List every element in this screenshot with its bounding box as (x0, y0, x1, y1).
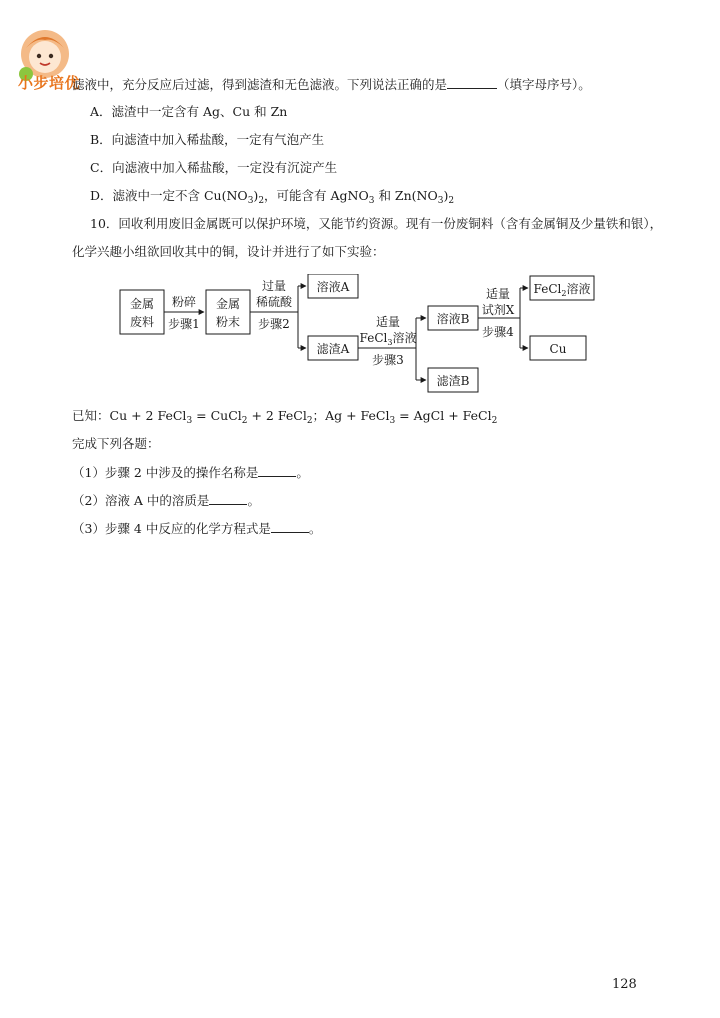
subquestion-2: （2）溶液 A 中的溶质是 。 (72, 493, 260, 508)
box-residue-a-label: 滤渣A (316, 342, 350, 356)
box-scrap-label-2: 废料 (129, 315, 155, 329)
step4-reagent-1: 适量 (485, 287, 511, 301)
step3-label: 步骤3 (372, 353, 404, 367)
answer-blank-3[interactable] (271, 520, 309, 533)
experiment-flow-diagram (118, 274, 598, 394)
box-powder-label-2: 粉末 (215, 315, 241, 329)
option-c: C．向滤液中加入稀盐酸，一定没有沉淀产生 (90, 160, 338, 175)
logo-text: 小步培优 (18, 74, 81, 92)
step2-reagent-2: 稀硫酸 (255, 295, 293, 309)
instructions: 完成下列各题： (72, 436, 160, 451)
step4-label: 步骤4 (482, 325, 514, 339)
step1-reagent: 粉碎 (171, 295, 197, 309)
subquestion-3: （3）步骤 4 中反应的化学方程式是 。 (72, 521, 322, 536)
page-number: 128 (612, 977, 637, 992)
box-powder-label-1: 金属 (215, 297, 241, 311)
option-b: B．向滤渣中加入稀盐酸，一定有气泡产生 (90, 132, 325, 147)
question9-stem: 滤液中，充分反应后过滤，得到滤渣和无色滤液。下列说法正确的是 （填字母序号）。 (72, 77, 591, 92)
subquestion-1: （1）步骤 2 中涉及的操作名称是 。 (72, 465, 309, 480)
option-d: D．滤液中一定不含 $Cu(NO_3)_2$，可能含有 AgNO$_3$ 和 $Zn(NO_3)_2$ (90, 188, 455, 206)
box-cu-label: Cu (549, 342, 567, 356)
step3-reagent-2: FeCl$_3$溶液 (359, 331, 417, 347)
answer-blank-1[interactable] (258, 464, 296, 477)
step3-reagent-1: 适量 (375, 315, 401, 329)
step2-label: 步骤2 (258, 317, 290, 331)
step1-label: 步骤1 (168, 317, 200, 331)
answer-blank-q9[interactable] (447, 76, 497, 89)
step4-reagent-2: 试剂X (481, 303, 515, 317)
box-residue-b-label: 滤渣B (436, 374, 470, 388)
question10-intro-line1: 10．回收利用废旧金属既可以保护环境，又能节约资源。现有一份废铜料（含有金属铜及少量铁和银）， (90, 216, 663, 231)
box-solution-b-label: 溶液B (436, 312, 470, 326)
box-fecl2-label: FeCl$_2$溶液 (533, 282, 591, 298)
answer-blank-2[interactable] (209, 492, 247, 505)
box-scrap-label-1: 金属 (129, 297, 155, 311)
box-solution-a-label: 溶液A (316, 280, 350, 294)
question10-intro-line2: 化学兴趣小组欲回收其中的铜，设计并进行了如下实验： (72, 244, 385, 259)
known-equations: 已知：Cu + 2 FeCl$_3$ = CuCl$_2$ + 2 FeCl$_2$；Ag + FeCl$_3$ = AgCl + FeCl$_2$ (72, 408, 498, 426)
step2-reagent-1: 过量 (261, 279, 287, 293)
option-a: A．滤渣中一定含有 Ag、Cu 和 Zn (90, 104, 288, 119)
